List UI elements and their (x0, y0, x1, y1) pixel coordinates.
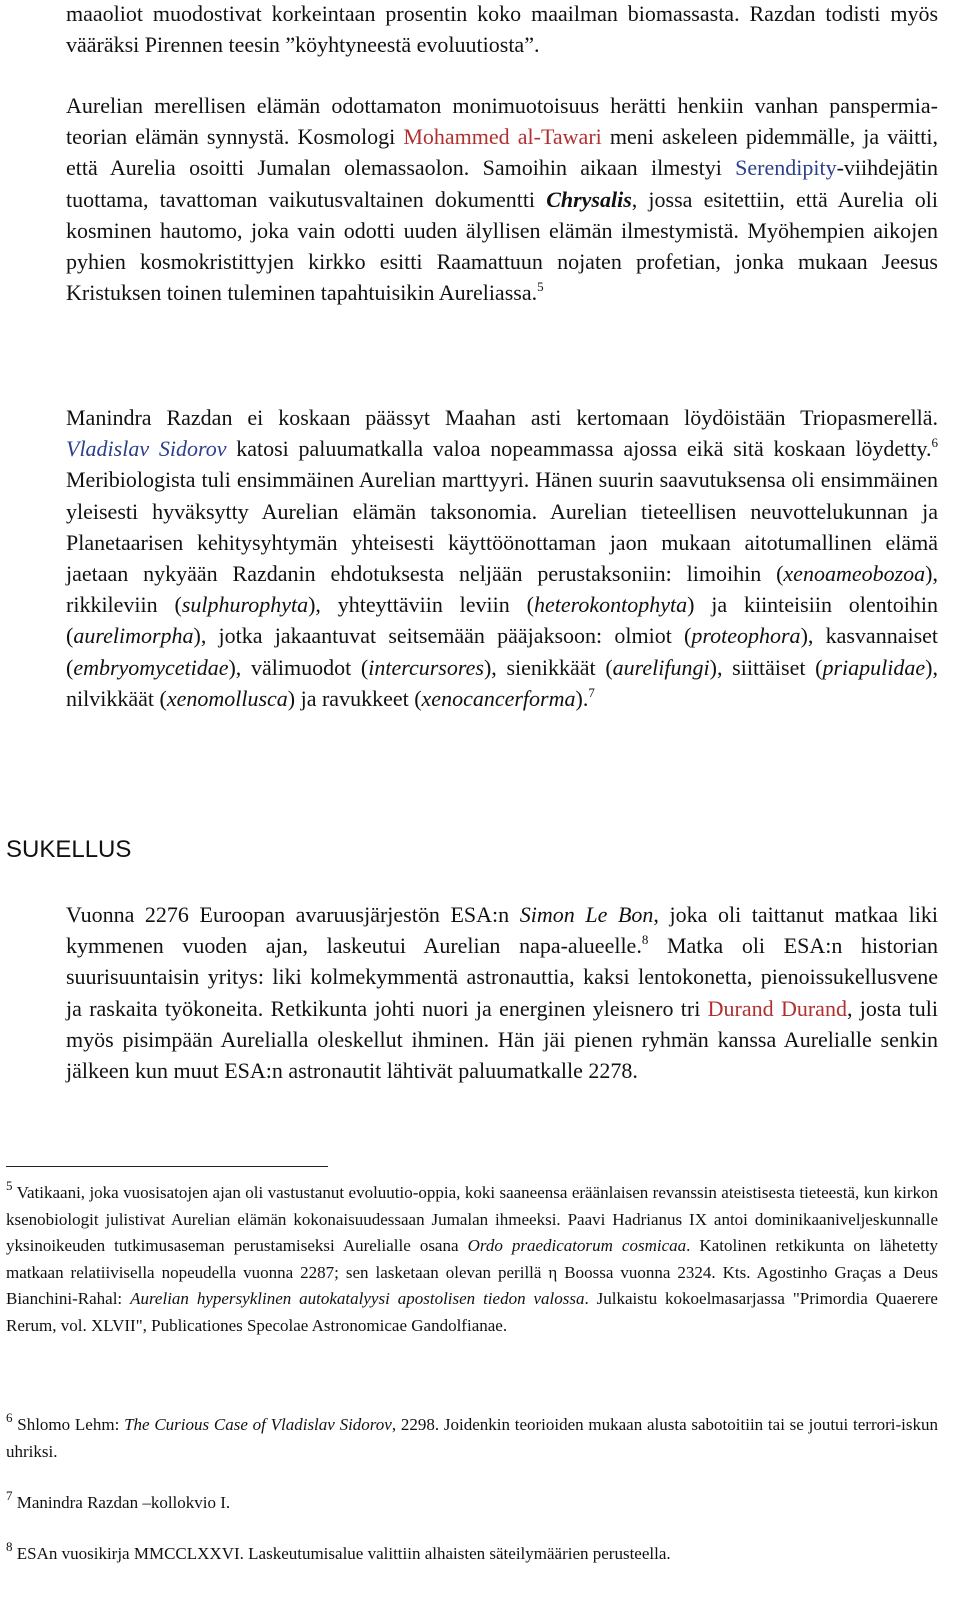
paragraph-text: katosi paluumatkalla valoa nopeammassa ajossa eikä sitä koskaan löydetty. (226, 436, 932, 462)
paragraph-text: ), rikkileviin ( (66, 561, 938, 618)
taxon-name: proteophora (691, 623, 801, 649)
footnote-8 (6, 1541, 938, 1568)
link-durand-durand[interactable]: Durand Durand (707, 995, 847, 1021)
footnote-number: 6 (6, 1410, 13, 1426)
section-heading: SUKELLUS (6, 836, 132, 863)
footnote-text: Manindra Razdan –kollokvio I. (12, 1493, 231, 1512)
taxon-name: embryomycetidae (73, 654, 229, 680)
footnote-ref-8[interactable]: 8 (641, 931, 649, 947)
paragraph-text: ), siittäiset ( (709, 654, 823, 680)
link-vladislav-sidorov[interactable]: Vladislav Sidorov (66, 436, 227, 462)
footnote-5 (6, 1180, 938, 1339)
footnote-text: Vatikaani, joka vuosisatojen ajan oli vastustanut evoluutio-oppia, koki saaneensa eräänlaisen revanssin ateistisesta tieteestä, kun kirkon ksenobiologit julistivat Aurelian elämän kokonaisuudessaan Jumalan ihmeeksi. Paavi Hadrianus IX antoi dominikaaniveljeskunnalle yksinoikeuden tutkimusaseman perustamiseksi Aurelialle osana (6, 1183, 938, 1255)
taxon-name: priapulidae (822, 654, 926, 680)
paragraph-text: Aurelian merellisen elämän odottamaton monimuotoisuus herätti henkiin vanhan panspermia-teorian elämän synnystä. Kosmologi (66, 93, 938, 150)
paragraph-text: , joka oli taittanut matkaa liki kymmenen vuoden ajan, laskeutui Aurelian napa-alueelle. (66, 902, 938, 959)
footnote-number: 5 (6, 1178, 13, 1194)
footnote-text: Shlomo Lehm: (12, 1415, 125, 1434)
paragraph-text: meni askeleen pidemmälle, ja väitti, että Aurelia osoitti Jumalan olemassaolon. Samoihin aikaan ilmestyi (66, 124, 939, 181)
paragraph-text: -viihdejätin tuottama, tavattoman vaikutusvaltainen dokumentti (66, 155, 938, 212)
paragraph-text: maaoliot muodostivat korkeintaan prosentin koko maailman biomassasta. Razdan todisti myös vääräksi Pirennen teesin ”köyhtyneestä evoluutiosta”. (66, 1, 938, 58)
ship-name: Simon Le Bon (519, 902, 654, 927)
footnote-number: 7 (6, 1488, 13, 1504)
paragraph-text: ), kasvannaiset ( (66, 623, 939, 680)
footnote-text: ESAn vuosikirja MMCCLXXVI. Laskeutumisalue valittiin alhaisten säteilymäärien perusteella. (12, 1544, 671, 1563)
paragraph-1 (66, 0, 938, 60)
order-name: Ordo praedicatorum cosmicaa (467, 1236, 687, 1255)
documentary-title: Chrysalis (546, 186, 632, 212)
paragraph-text: Matka oli ESA:n historian suurisuuntaisin yritys: liki kolmekymmentä astronauttia, kaksi lentokonetta, pienoissukellusvene ja raskaita työkoneita. Retkikunta johti nuori ja energinen yleisnero tri (66, 933, 939, 1021)
footnote-ref-7[interactable]: 7 (588, 684, 595, 700)
footnote-text: . Julkaistu kokoelmasarjassa "Primordia Quaerere Rerum, vol. XLVII", Publicationes Specolae Astronomicae Gandolfianae. (6, 1289, 938, 1335)
paragraph-text: , jossa esitettiin, että Aurelia oli kosminen hautomo, joka vain odotti uuden älyllisen elämän ilmestymistä. Myöhempien aikojen pyhien kosmokristittyjen kirkko esitti Raamattuun nojaten profetian, jonka mukaan Jeesus Kristuksen toinen tuleminen tapahtuisikin Aureliassa. (66, 186, 938, 306)
footnote-text: , 2298. Joidenkin teorioiden mukaan alusta sabotoitiin tai se joutui terrori-iskun uhriksi. (6, 1415, 938, 1461)
link-mohammed-al-tawari[interactable]: Mohammed al-Tawari (403, 124, 602, 150)
paragraph-text: ), jotka jakaantuvat seitsemään pääjaksoon: olmiot ( (193, 623, 692, 649)
paragraph-text: Vuonna 2276 Euroopan avaruusjärjestön ESA:n (66, 902, 520, 927)
paragraph-4 (66, 899, 938, 1086)
paragraph-text: ), sienikkäät ( (483, 654, 613, 680)
paragraph-text: ). (575, 685, 589, 711)
taxon-name: xenoameobozoa (783, 561, 926, 587)
footnote-text: . Katolinen retkikunta on lähetetty matkaan relatiivisella nopeudella vuonna 2287; sen lasketaan olevan perillä η Boossa vuonna 2324. Kts. Agostinho Graças a Deus Bianchini-Rahal: (6, 1236, 938, 1308)
footnote-separator (6, 1166, 328, 1167)
taxon-name: xenomollusca (166, 685, 288, 711)
taxon-name: aurelifungi (612, 654, 710, 680)
paragraph-3 (66, 402, 938, 714)
footnote-7 (6, 1490, 938, 1517)
taxon-name: intercursores (368, 654, 484, 680)
paragraph-text: ), yhteyttäviin leviin ( (308, 592, 534, 618)
paragraph-text: ) ja kiinteisiin olentoihin ( (66, 592, 938, 649)
paragraph-text: Manindra Razdan ei koskaan päässyt Maahan asti kertomaan löydöistään Triopasmerellä. (66, 405, 938, 430)
footnote-number: 8 (6, 1539, 13, 1555)
paragraph-text: ), välimuodot ( (228, 654, 369, 680)
paragraph-text: Meribiologista tuli ensimmäinen Aurelian marttyyri. Hänen suurin saavutuksensa oli ensimmäinen yleisesti hyväksytty Aurelian elämän taksonomia. Aurelian tieteellisen neuvottelukunnan ja Planetaarisen kehitysyhtymän yhteisesti käyttöönottaman jaon mukaan aitotumallinen elämä jaetaan nykyään Razdanin ehdotuksesta neljään perustaksoniin: limoihin ( (66, 467, 938, 587)
link-serendipity[interactable]: Serendipity (735, 155, 837, 181)
footnote-ref-6[interactable]: 6 (931, 434, 938, 450)
work-title: Aurelian hypersyklinen autokatalyysi apostolisen tiedon valossa (130, 1289, 585, 1308)
taxon-name: xenocancerforma (421, 685, 576, 711)
footnote-6 (6, 1412, 938, 1465)
footnote-ref-5[interactable]: 5 (537, 278, 544, 294)
taxon-name: heterokontophyta (533, 592, 688, 618)
taxon-name: sulphurophyta (181, 592, 309, 618)
paragraph-text: ), nilvikkäät ( (66, 654, 938, 711)
paragraph-2 (66, 90, 938, 308)
taxon-name: aurelimorpha (73, 623, 194, 649)
work-title: The Curious Case of Vladislav Sidorov (124, 1415, 392, 1434)
paragraph-text: , josta tuli myös pisimpään Aurelialla oleskellut ihminen. Hän jäi pienen ryhmän kanssa Aurelialle senkin jälkeen kun muut ESA:n astronautit lähtivät paluumatkalle 2278. (66, 995, 938, 1084)
paragraph-text: ) ja ravukkeet ( (287, 685, 422, 711)
